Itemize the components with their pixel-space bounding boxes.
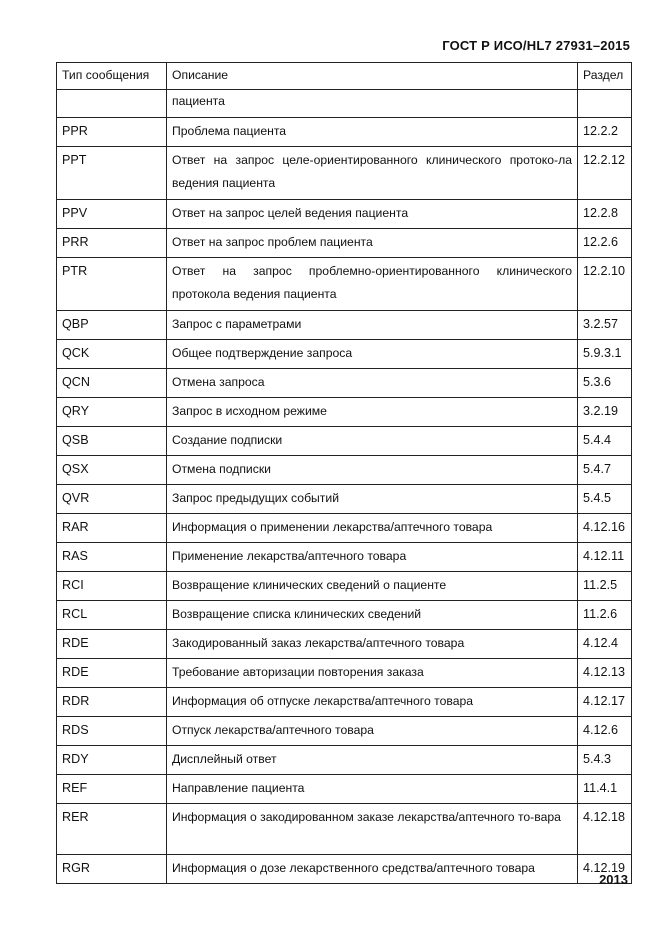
table-row <box>57 775 632 804</box>
cell-type: RCI <box>57 572 167 601</box>
table-row <box>57 688 632 717</box>
cell-section: 4.12.11 <box>578 543 632 572</box>
document-title: ГОСТ Р ИСО/HL7 27931–2015 <box>442 38 630 53</box>
table-row <box>57 485 632 514</box>
cell-description: Информация о закодированном заказе лекарства/аптечного то-вара <box>167 804 578 855</box>
cell-description: Отпуск лекарства/аптечного товара <box>167 717 578 746</box>
cell-section: 12.2.12 <box>578 147 632 200</box>
cell-type: RDY <box>57 746 167 775</box>
table-row <box>57 659 632 688</box>
table-header-row <box>57 63 632 90</box>
table-row <box>57 340 632 369</box>
cell-type: QSX <box>57 456 167 485</box>
table-row <box>57 456 632 485</box>
cell-type: RDS <box>57 717 167 746</box>
table-row <box>57 630 632 659</box>
cell-type: PRR <box>57 229 167 258</box>
table-row <box>57 258 632 311</box>
cell-type: QCK <box>57 340 167 369</box>
cell-description: Создание подписки <box>167 427 578 456</box>
cell-type: PPR <box>57 118 167 147</box>
cell-type: RGR <box>57 855 167 884</box>
cell-description: Ответ на запрос проблемно-ориентированного клинического протокола ведения пациента <box>167 258 578 311</box>
cell-description: Запрос в исходном режиме <box>167 398 578 427</box>
cell-description: Возвращение списка клинических сведений <box>167 601 578 630</box>
cell-description: Информация о применении лекарства/аптечного товара <box>167 514 578 543</box>
cell-description: Ответ на запрос проблем пациента <box>167 229 578 258</box>
cell-type: PPV <box>57 200 167 229</box>
cell-type: PTR <box>57 258 167 311</box>
page-number: 2013 <box>599 872 628 887</box>
cell-description: Закодированный заказ лекарства/аптечного товара <box>167 630 578 659</box>
cell-type: QBP <box>57 311 167 340</box>
cell-type: RDE <box>57 659 167 688</box>
table-body <box>57 90 632 884</box>
cell-section: 12.2.2 <box>578 118 632 147</box>
cell-description: Информация об отпуске лекарства/аптечного товара <box>167 688 578 717</box>
table-row <box>57 200 632 229</box>
cell-type: RDR <box>57 688 167 717</box>
cell-section <box>578 90 632 118</box>
cell-type: PPT <box>57 147 167 200</box>
table-row <box>57 855 632 884</box>
cell-section: 12.2.6 <box>578 229 632 258</box>
cell-description: Ответ на запрос целей ведения пациента <box>167 200 578 229</box>
table-row <box>57 514 632 543</box>
table-row <box>57 398 632 427</box>
cell-section: 11.2.5 <box>578 572 632 601</box>
table-row <box>57 369 632 398</box>
message-types-table <box>56 62 632 884</box>
cell-section: 4.12.4 <box>578 630 632 659</box>
cell-type: RDE <box>57 630 167 659</box>
cell-type: RAS <box>57 543 167 572</box>
cell-type: QRY <box>57 398 167 427</box>
cell-description: Отмена запроса <box>167 369 578 398</box>
table-row <box>57 717 632 746</box>
cell-section: 5.4.7 <box>578 456 632 485</box>
cell-section: 12.2.8 <box>578 200 632 229</box>
cell-section: 4.12.17 <box>578 688 632 717</box>
table-row <box>57 572 632 601</box>
cell-description: Отмена подписки <box>167 456 578 485</box>
table-row <box>57 543 632 572</box>
cell-type: QVR <box>57 485 167 514</box>
cell-section: 11.2.6 <box>578 601 632 630</box>
table-row <box>57 746 632 775</box>
cell-section: 4.12.6 <box>578 717 632 746</box>
cell-section: 12.2.10 <box>578 258 632 311</box>
cell-section: 3.2.19 <box>578 398 632 427</box>
cell-description: пациента <box>167 90 578 118</box>
table-row <box>57 311 632 340</box>
cell-type: RCL <box>57 601 167 630</box>
column-header-description: Описание <box>167 63 578 90</box>
cell-section: 5.4.5 <box>578 485 632 514</box>
cell-type: RER <box>57 804 167 855</box>
table-row <box>57 90 632 118</box>
cell-description: Ответ на запрос целе-ориентированного клинического протоко-ла ведения пациента <box>167 147 578 200</box>
table-row <box>57 601 632 630</box>
cell-section: 5.3.6 <box>578 369 632 398</box>
cell-description: Требование авторизации повторения заказа <box>167 659 578 688</box>
column-header-type: Тип сообщения <box>57 63 167 90</box>
table-row <box>57 229 632 258</box>
cell-type <box>57 90 167 118</box>
cell-section: 4.12.19 <box>578 855 632 884</box>
cell-type: RAR <box>57 514 167 543</box>
cell-section: 4.12.16 <box>578 514 632 543</box>
cell-description: Дисплейный ответ <box>167 746 578 775</box>
cell-description: Информация о дозе лекарственного средства/аптечного товара <box>167 855 578 884</box>
table-row <box>57 147 632 200</box>
cell-section: 4.12.18 <box>578 804 632 855</box>
cell-description: Проблема пациента <box>167 118 578 147</box>
cell-description: Применение лекарства/аптечного товара <box>167 543 578 572</box>
cell-section: 11.4.1 <box>578 775 632 804</box>
column-header-section: Раздел <box>578 63 632 90</box>
cell-section: 5.4.4 <box>578 427 632 456</box>
cell-description: Возвращение клинических сведений о пациенте <box>167 572 578 601</box>
cell-section: 3.2.57 <box>578 311 632 340</box>
table-row <box>57 118 632 147</box>
cell-description: Запрос предыдущих событий <box>167 485 578 514</box>
table-row <box>57 427 632 456</box>
cell-description: Запрос с параметрами <box>167 311 578 340</box>
cell-section: 5.9.3.1 <box>578 340 632 369</box>
cell-type: QCN <box>57 369 167 398</box>
cell-type: QSB <box>57 427 167 456</box>
table-row <box>57 804 632 855</box>
cell-description: Направление пациента <box>167 775 578 804</box>
cell-section: 4.12.13 <box>578 659 632 688</box>
cell-type: REF <box>57 775 167 804</box>
cell-description: Общее подтверждение запроса <box>167 340 578 369</box>
cell-section: 5.4.3 <box>578 746 632 775</box>
